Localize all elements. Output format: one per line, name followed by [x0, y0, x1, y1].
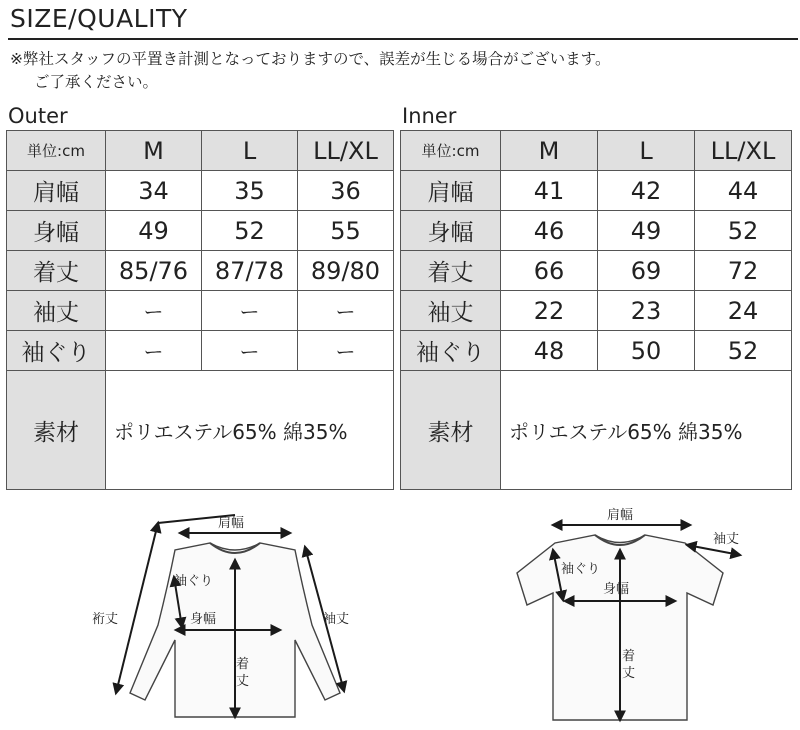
table-row [401, 211, 792, 251]
outer-size-table [6, 130, 394, 490]
outer-label: Outer [8, 104, 68, 128]
outer-measurement-diagram [90, 505, 360, 725]
length-label-1: 着 [622, 649, 636, 664]
size-header: LL/XL [298, 131, 394, 171]
table-cell: 72 [695, 251, 792, 291]
table-cell: 49 [598, 211, 695, 251]
table-cell: 89/80 [298, 251, 394, 291]
armhole-label: 袖ぐり [561, 562, 601, 577]
table-cell: 55 [298, 211, 394, 251]
material-header: 素材 [401, 371, 501, 490]
table-cell: ー [298, 291, 394, 331]
title-divider [8, 38, 798, 40]
table-cell: 44 [695, 171, 792, 211]
row-header: 袖ぐり [7, 331, 106, 371]
material-header: 素材 [7, 371, 106, 490]
material-row [401, 371, 792, 490]
table-cell: 52 [695, 211, 792, 251]
table-cell: 34 [106, 171, 202, 211]
table-cell: 46 [501, 211, 598, 251]
table-cell: 50 [598, 331, 695, 371]
table-cell: 85/76 [106, 251, 202, 291]
row-header: 肩幅 [7, 171, 106, 211]
table-cell: 35 [202, 171, 298, 211]
table-cell: ー [202, 331, 298, 371]
table-row [401, 331, 792, 371]
inner-measurement-diagram [495, 505, 765, 725]
table-header-row [401, 131, 792, 171]
length-label-1: 着 [236, 657, 250, 672]
table-cell: 49 [106, 211, 202, 251]
table-cell: 52 [202, 211, 298, 251]
row-header: 身幅 [7, 211, 106, 251]
table-row [401, 251, 792, 291]
table-cell: ー [106, 331, 202, 371]
table-cell: ー [202, 291, 298, 331]
sleeve-label: 袖丈 [323, 612, 350, 627]
row-header: 袖丈 [7, 291, 106, 331]
table-cell: 87/78 [202, 251, 298, 291]
row-header: 着丈 [7, 251, 106, 291]
size-header: L [598, 131, 695, 171]
table-row [401, 291, 792, 331]
sleeve-label: 袖丈 [713, 532, 740, 547]
page-title: SIZE/QUALITY [10, 4, 188, 33]
table-cell: 24 [695, 291, 792, 331]
size-header: L [202, 131, 298, 171]
table-row [7, 171, 394, 211]
shoulder-label: 肩幅 [607, 508, 634, 523]
table-cell: 48 [501, 331, 598, 371]
table-row [7, 291, 394, 331]
material-value: ポリエステル65% 綿35% [106, 371, 394, 490]
yuki-label: 裄丈 [92, 612, 119, 627]
note-line-1: ※弊社スタッフの平置き計測となっておりますので、誤差が生じる場合がございます。 [10, 50, 611, 68]
size-header: M [106, 131, 202, 171]
table-header-row [7, 131, 394, 171]
row-header: 袖丈 [401, 291, 501, 331]
shoulder-label: 肩幅 [218, 516, 245, 531]
table-cell: 23 [598, 291, 695, 331]
table-cell: ー [106, 291, 202, 331]
unit-cell: 単位:cm [401, 131, 501, 171]
material-row [7, 371, 394, 490]
table-cell: 36 [298, 171, 394, 211]
table-cell: 66 [501, 251, 598, 291]
body-width-label: 身幅 [603, 582, 630, 597]
unit-cell: 単位:cm [7, 131, 106, 171]
size-header: M [501, 131, 598, 171]
table-row [401, 171, 792, 211]
table-cell: ー [298, 331, 394, 371]
table-row [7, 211, 394, 251]
armhole-label: 袖ぐり [174, 574, 214, 589]
row-header: 着丈 [401, 251, 501, 291]
table-cell: 42 [598, 171, 695, 211]
table-row [7, 331, 394, 371]
size-header: LL/XL [695, 131, 792, 171]
inner-label: Inner [402, 104, 457, 128]
table-cell: 52 [695, 331, 792, 371]
row-header: 袖ぐり [401, 331, 501, 371]
body-width-label: 身幅 [190, 612, 217, 627]
table-cell: 41 [501, 171, 598, 211]
row-header: 身幅 [401, 211, 501, 251]
row-header: 肩幅 [401, 171, 501, 211]
table-cell: 69 [598, 251, 695, 291]
length-label-2: 丈 [236, 674, 250, 689]
note-line-2: ご了承ください。 [34, 73, 159, 91]
material-value: ポリエステル65% 綿35% [501, 371, 792, 490]
table-cell: 22 [501, 291, 598, 331]
table-row [7, 251, 394, 291]
length-label-2: 丈 [622, 666, 636, 681]
measurement-note [10, 48, 610, 94]
inner-size-table [400, 130, 792, 490]
